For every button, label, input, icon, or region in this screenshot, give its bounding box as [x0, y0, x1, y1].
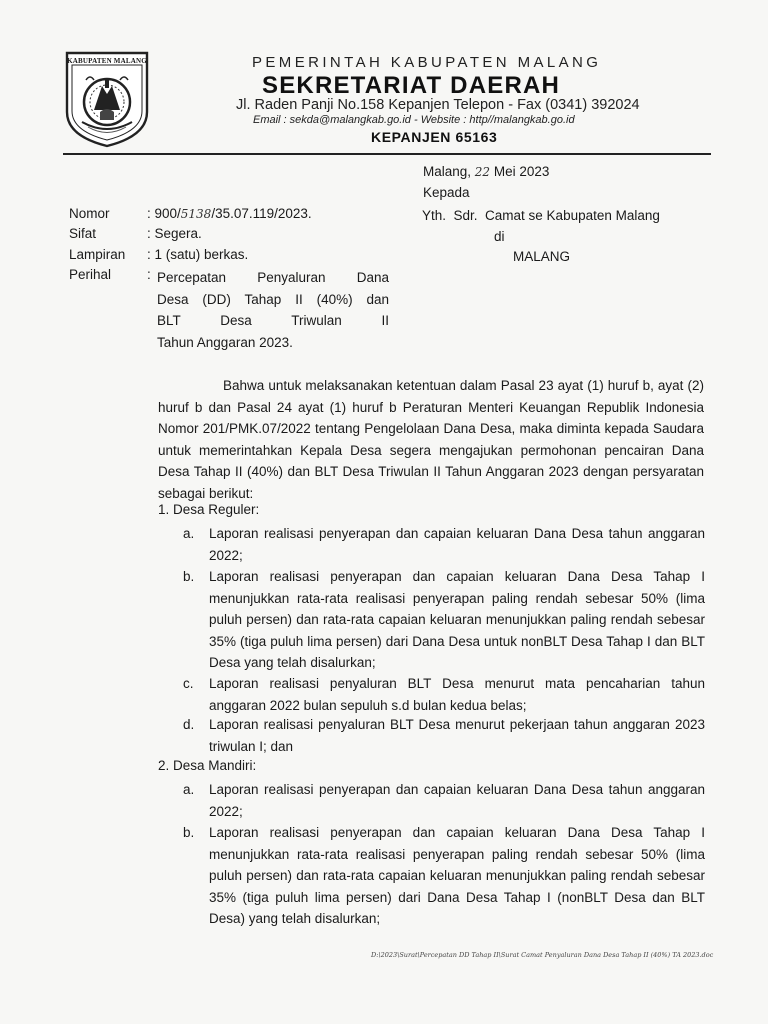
letter-date: Malang, 22 Mei 2023	[423, 164, 550, 179]
list-item: b. Laporan realisasi penyerapan dan capaian keluaran Dana Desa Tahap I menunjukkan rata-rata realisasi penyerapan paling rendah sebesar 50% (lima puluh persen) dan rata-rata capaian keluaran menunjukkan paling rendah sebesar 35% (tiga puluh lima persen) dari Dana Desa untuk nonBLT Desa Tahap I dan BLT Desa yang telah disalurkan;	[183, 569, 705, 671]
emblem-label: KABUPATEN MALANG	[67, 57, 147, 65]
government-name: PEMERINTAH KABUPATEN MALANG	[252, 54, 602, 71]
office-name: SEKRETARIAT DAERAH	[262, 72, 561, 99]
perihal-label: Perihal	[69, 267, 112, 282]
handwritten-day: 22	[474, 165, 491, 179]
sifat-value: : Segera.	[147, 226, 202, 241]
list-item: a. Laporan realisasi penyerapan dan capaian keluaran Dana Desa tahun anggaran 2022;	[183, 782, 705, 819]
recipient-di: di	[494, 229, 505, 244]
perihal-line: Desa (DD) Tahap II (40%) dan	[157, 291, 389, 307]
perihal-value	[157, 267, 389, 353]
letterhead-divider	[63, 153, 711, 155]
list-item: a. Laporan realisasi penyerapan dan capaian keluaran Dana Desa tahun anggaran 2022;	[183, 526, 705, 563]
section-desa-mandiri-title: 2. Desa Mandiri:	[158, 758, 257, 773]
list-item: c. Laporan realisasi penyaluran BLT Desa menurut mata pencaharian tahun anggaran 2022 bulan sepuluh s.d bulan kedua belas;	[183, 676, 705, 713]
lampiran-value: : 1 (satu) berkas.	[147, 247, 249, 262]
handwritten-number: 5138	[180, 207, 212, 221]
perihal-line: Percepatan Penyaluran Dana	[157, 270, 389, 285]
kepada-label: Kepada	[423, 185, 470, 200]
perihal-colon: :	[147, 267, 151, 282]
recipient-name: Yth. Sdr. Camat se Kabupaten Malang	[422, 208, 660, 223]
office-address: Jl. Raden Panji No.158 Kepanjen Telepon - Fax (0341) 392024	[236, 97, 640, 113]
nomor-label: Nomor	[69, 206, 110, 221]
lampiran-label: Lampiran	[69, 247, 126, 262]
kabupaten-malang-emblem	[64, 50, 150, 148]
section-desa-reguler-title: 1. Desa Reguler:	[158, 502, 260, 517]
document-file-path: D:\2023\Surat\Percepatan DD Tahap II\Surat Camat Penyaluran Dana Desa Tahap II (40%) TA 2023.doc	[371, 951, 714, 959]
sifat-label: Sifat	[69, 226, 97, 241]
office-city-postcode: KEPANJEN 65163	[371, 129, 498, 145]
nomor-value: : 900/5138/35.07.119/2023.	[147, 206, 312, 221]
perihal-line: Tahun Anggaran 2023.	[157, 334, 293, 350]
list-item: d. Laporan realisasi penyaluran BLT Desa menurut pekerjaan tahun anggaran 2023 triwulan I; dan	[183, 717, 705, 754]
list-item: b. Laporan realisasi penyerapan dan capaian keluaran Dana Desa Tahap I menunjukkan rata-rata realisasi penyerapan paling rendah sebesar 50% (lima puluh persen) dan rata-rata capaian keluaran menunjukkan paling rendah sebesar 35% (tiga puluh lima persen) dari Dana Desa Tahap I (nonBLT Desa dan BLT Desa) yang telah disalurkan;	[183, 825, 705, 927]
intro-paragraph: Bahwa untuk melaksanakan ketentuan dalam Pasal 23 ayat (1) huruf b, ayat (2) huruf b dan Pasal 24 ayat (1) huruf b Peraturan Menteri Keuangan Republik Indonesia Nomor 201/PMK.07/2022 tentang Pengelolaan Dana Desa, maka diminta kepada Saudara untuk memerintahkan Kepala Desa segera mengajukan permohonan pencairan Dana Desa Tahap II (40%) dan BLT Desa Triwulan II Tahun Anggaran 2023 dengan persyaratan sebagai berikut:	[158, 378, 704, 501]
perihal-line: BLT Desa Triwulan II	[157, 313, 389, 328]
recipient-city: MALANG	[513, 249, 571, 264]
office-contact: Email : sekda@malangkab.go.id - Website : http//malangkab.go.id	[253, 114, 575, 126]
